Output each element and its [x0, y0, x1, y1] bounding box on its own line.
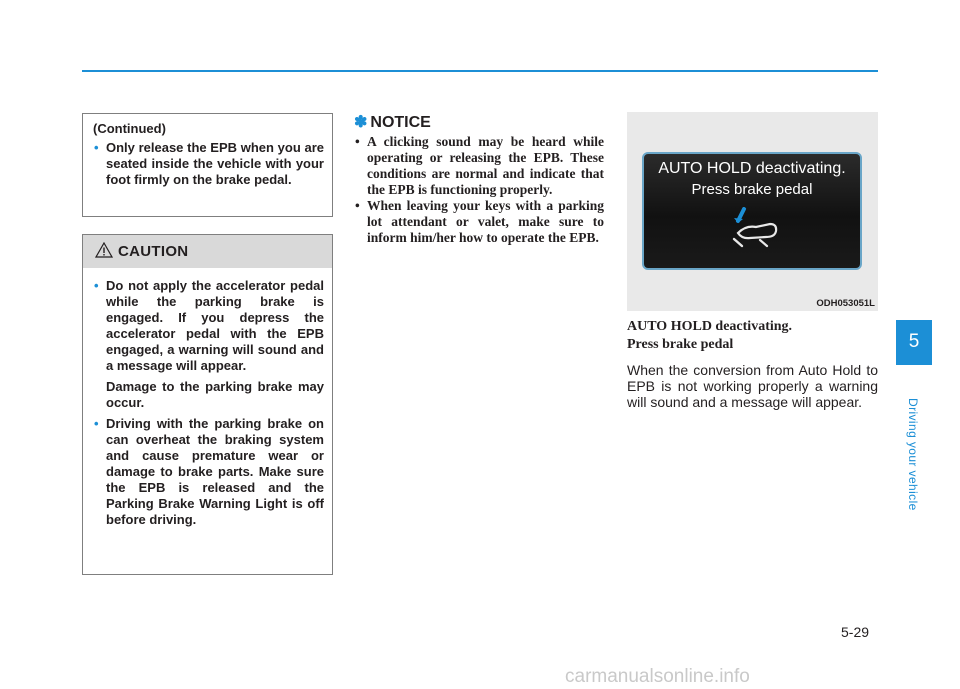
continued-heading: (Continued)	[93, 121, 166, 136]
section-title-line-1: AUTO HOLD deactivating.	[627, 319, 793, 334]
caution-item-subtext: Damage to the parking brake may occur.	[106, 379, 324, 410]
caution-item-text: Driving with the parking brake on can overheat the braking system and cause premature wear or damage to brake parts. Make sure the EPB is released and the Parking Brake Warning Light is off before driving.	[106, 416, 324, 527]
notice-title	[354, 112, 431, 132]
notice-title-text: NOTICE	[370, 114, 431, 131]
caution-item	[94, 278, 324, 411]
watermark: carmanualsonline.info	[565, 666, 750, 687]
figure-code: ODH053051L	[816, 298, 875, 309]
notice-item: • When leaving your keys with a parking lot attendant or valet, make sure to inform him/her how to operate the EPB.	[354, 198, 604, 246]
continued-box	[82, 113, 333, 217]
section-body: When the conversion from Auto Hold to EPB is not working properly a warning will sound and a message will appear.	[627, 362, 878, 410]
warning-triangle-icon	[95, 242, 113, 258]
notice-symbol-icon: ✽	[354, 114, 368, 131]
caution-header	[83, 235, 332, 268]
caution-title: CAUTION	[118, 243, 189, 260]
caution-item-text: Do not apply the accelerator pedal while the parking brake is engaged. If you depress the accelerator pedal with the EPB engaged, a warning will sound and a message will appear.	[106, 278, 324, 373]
notice-item: • A clicking sound may be heard while operating or releasing the EPB. These conditions are normal and indicate that the EPB is functioning properly.	[354, 134, 604, 198]
section-title	[627, 318, 792, 354]
foot-on-brake-icon	[730, 207, 780, 249]
continued-list	[94, 140, 324, 188]
caution-item	[94, 416, 324, 528]
caution-box	[82, 234, 333, 575]
page-number: 5-29	[841, 624, 870, 640]
chapter-name: Driving your vehicle	[906, 398, 920, 511]
continued-item: • Only release the EPB when you are seated inside the vehicle with your foot firmly on the brake pedal.	[94, 140, 324, 188]
display-line-1: AUTO HOLD deactivating.	[658, 160, 846, 177]
section-title-line-2: Press brake pedal	[627, 337, 734, 352]
cluster-message-figure	[627, 112, 878, 311]
cluster-display	[642, 152, 862, 270]
chapter-tab	[896, 320, 932, 365]
top-rule	[82, 70, 878, 72]
caution-list	[94, 278, 324, 533]
display-line-2: Press brake pedal	[691, 181, 813, 198]
notice-list	[354, 134, 604, 246]
chapter-number: 5	[908, 331, 920, 352]
